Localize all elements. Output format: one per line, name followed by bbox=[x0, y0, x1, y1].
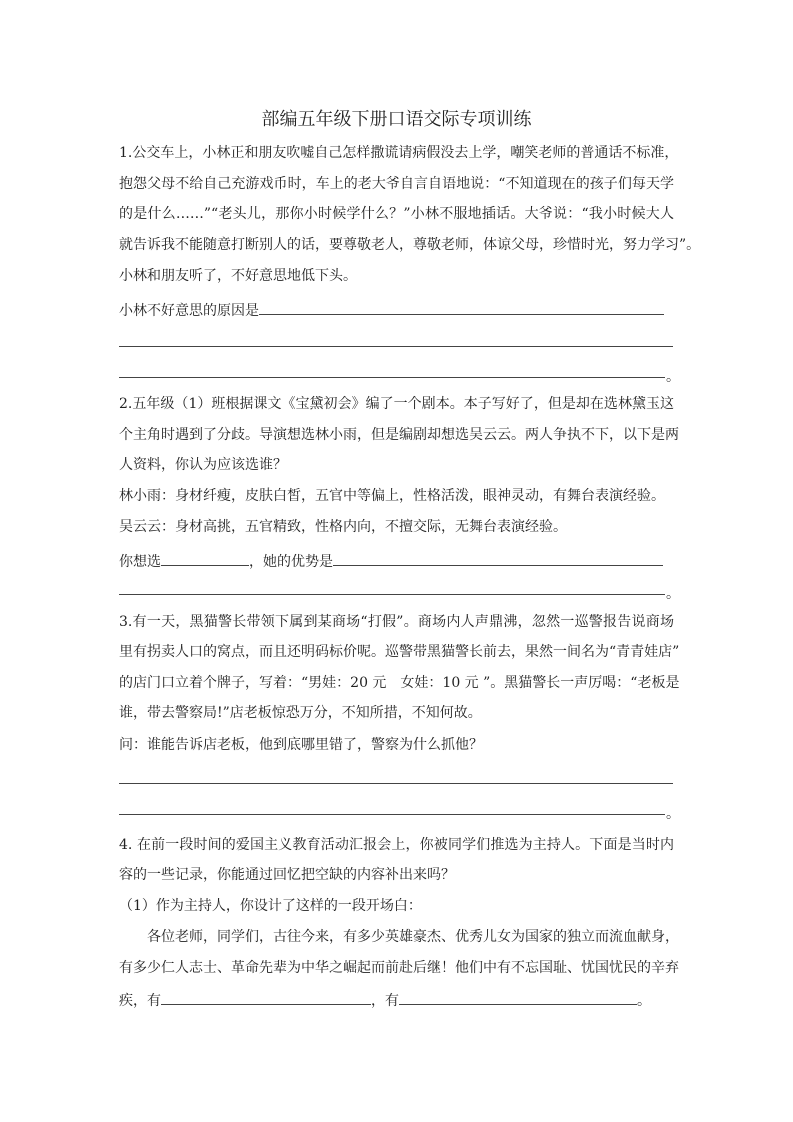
q1-answer-line[interactable] bbox=[119, 377, 665, 378]
q4-fill-row bbox=[119, 990, 674, 1010]
q1-line: 就告诉我不能随意打断别人的话，要尊敬老人，尊敬老师，体谅父母，珍惜时光，努力学习”。 bbox=[119, 237, 701, 253]
q1-line: 的是什么……”“老头儿，那你小时候学什么？”小林不服地插话。大爷说：“我小时候大人 bbox=[119, 206, 674, 222]
q2-end-mark: 。 bbox=[666, 586, 680, 602]
q2-answer-line[interactable] bbox=[119, 594, 665, 595]
q1-line: 抱怨父母不给自己充游戏币时，车上的老大爷自言自语地说：“不知道现在的孩子们每天学 bbox=[119, 176, 674, 192]
q1-end-mark: 。 bbox=[666, 369, 680, 385]
q1-answer-blank[interactable] bbox=[259, 300, 664, 315]
q2-line: 2.五年级（1）班根据课文《宝黛初会》编了一个剧本。本子写好了，但是却在选林黛玉这 bbox=[119, 396, 674, 412]
q4-fill-mid: ，有 bbox=[371, 993, 399, 1009]
q2-choice-blank[interactable] bbox=[161, 551, 249, 566]
q3-answer-line[interactable] bbox=[119, 783, 673, 784]
q4-fill-blank-1[interactable] bbox=[161, 990, 371, 1005]
q3-question: 问：谁能告诉店老板，他到底哪里错了，警察为什么抓他？ bbox=[119, 737, 483, 753]
q4-subquestion: （1）作为主持人，你设计了这样的一段开场白： bbox=[119, 898, 422, 914]
q2-prompt-advantage: ，她的优势是 bbox=[249, 554, 333, 570]
page-title: 部编五年级下册口语交际专项训练 bbox=[261, 109, 532, 130]
q3-line: 谁，带去警察局!”店老板惊恐万分，不知所措，不知何故。 bbox=[119, 705, 482, 721]
q2-line: 个主角时遇到了分歧。导演想选林小雨，但是编剧却想选吴云云。两人争执不下，以下是两 bbox=[119, 427, 679, 443]
q2-line: 吴云云：身材高挑，五官精致，性格内向，不擅交际，无舞台表演经验。 bbox=[119, 519, 567, 535]
q4-line: 容的一些记录，你能通过回忆把空缺的内容补出来吗？ bbox=[119, 867, 455, 883]
q1-answer-line[interactable] bbox=[119, 346, 673, 347]
q1-line: 1.公交车上，小林正和朋友吹嘘自己怎样撒谎请病假没去上学，嘲笑老师的普通话不标准， bbox=[119, 145, 679, 161]
q1-prompt: 小林不好意思的原因是 bbox=[119, 303, 259, 319]
q2-advantage-blank[interactable] bbox=[333, 551, 663, 566]
q3-line: 里有拐卖人口的窝点，而且还明码标价呢。巡警带黑猫警长前去，果然一间名为“青青娃店” bbox=[119, 644, 680, 660]
q3-line: 3.有一天，黑猫警长带领下属到某商场“打假”。商场内人声鼎沸，忽然一巡警报告说商场 bbox=[119, 614, 674, 630]
q2-prompt-row bbox=[119, 551, 674, 571]
q4-line: 有多少仁人志士、革命先辈为中华之崛起而前赴后继！他们中有不忘国耻、忧国忧民的辛弃 bbox=[119, 960, 679, 976]
q4-end-mark: 。 bbox=[637, 993, 651, 1009]
q4-fill-prefix: 疾，有 bbox=[119, 993, 161, 1009]
q2-prompt-choice: 你想选 bbox=[119, 554, 161, 570]
q3-line: 的店门口立着个牌子，写着：“男娃：20 元 女娃：10 元 ”。黑猫警长一声厉喝：“老板是 bbox=[119, 675, 680, 691]
q4-line: 4. 在前一段时间的爱国主义教育活动汇报会上，你被同学们推选为主持人。下面是当时内 bbox=[119, 837, 674, 853]
q1-prompt-row bbox=[119, 300, 674, 320]
q3-answer-line[interactable] bbox=[119, 814, 665, 815]
q3-end-mark: 。 bbox=[666, 806, 680, 822]
q1-line: 小林和朋友听了，不好意思地低下头。 bbox=[119, 268, 357, 284]
q4-fill-blank-2[interactable] bbox=[399, 990, 637, 1005]
q2-line: 林小雨：身材纤瘦，皮肤白皙，五官中等偏上，性格活泼，眼神灵动，有舞台表演经验。 bbox=[119, 488, 665, 504]
q2-line: 人资料，你认为应该选谁？ bbox=[119, 457, 287, 473]
q4-line: 各位老师，同学们，古往今来，有多少英雄豪杰、优秀儿女为国家的独立而流血献身， bbox=[119, 929, 679, 945]
